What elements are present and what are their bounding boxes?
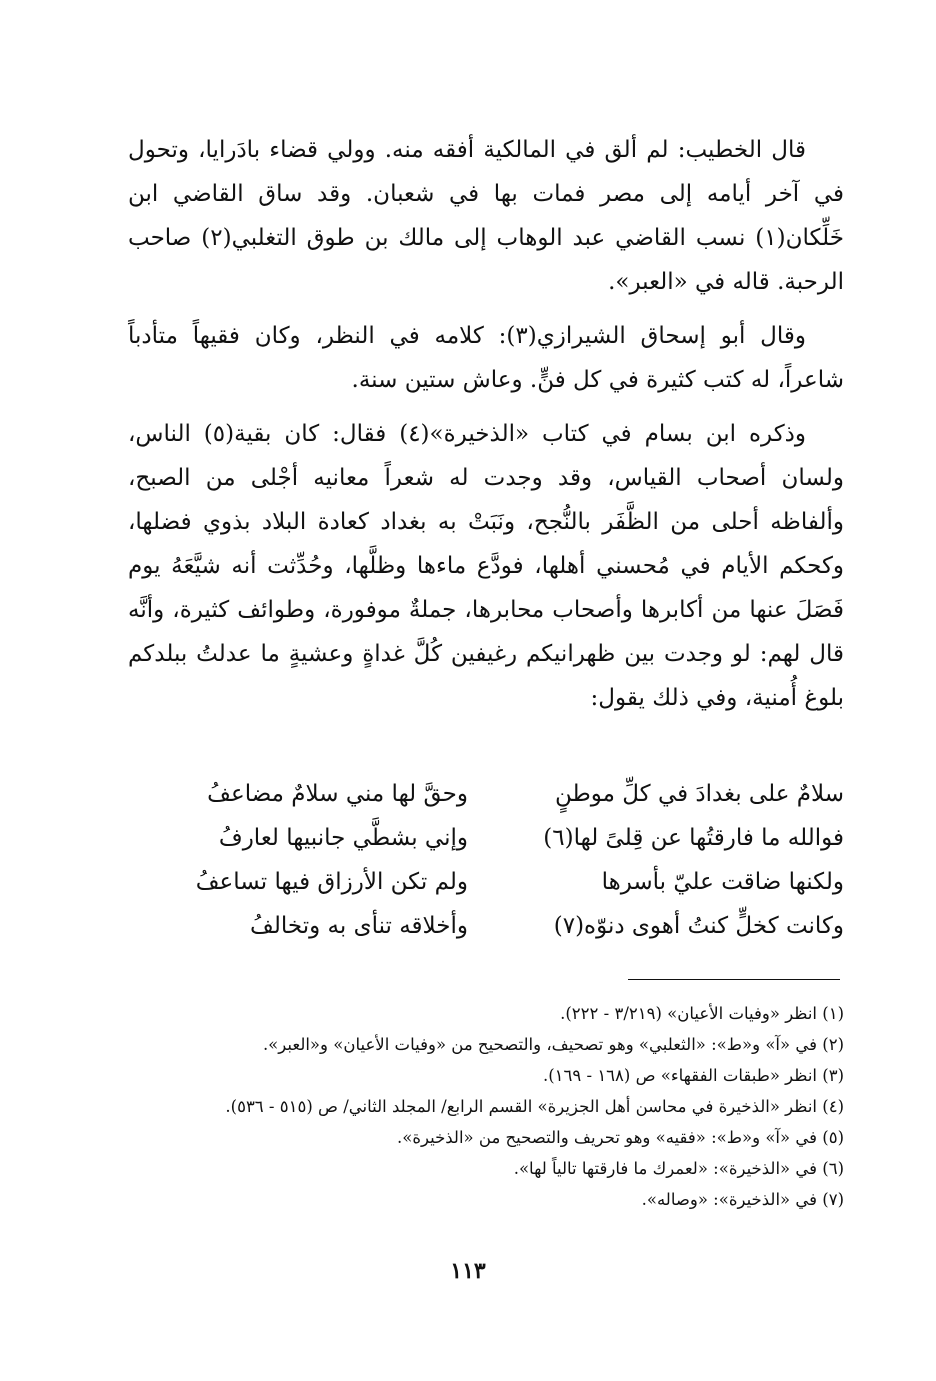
verse-first-hemistich: ولكنها ضاقت عليّ بأسرها <box>601 869 844 895</box>
verse-second-hemistich: ولم تكن الأرزاق فيها تساعفُ <box>195 869 468 895</box>
verse-first-hemistich: وكانت كخلٍّ كنتُ أهوى دنوّه(٧) <box>553 913 844 939</box>
verse-first-hemistich: فوالله ما فارقتُها عن قِلىً لها(٦) <box>543 825 844 851</box>
poem-verse <box>128 860 844 904</box>
footnote-4: (٤) انظر «الذخيرة في محاسن أهل الجزيرة» القسم الرابع/ المجلد الثاني/ ص (٥١٥ - ٥٣٦). <box>225 1097 844 1116</box>
poem-verse <box>128 816 844 860</box>
verse-first-hemistich: سلامٌ على بغدادَ في كلِّ موطنٍ <box>554 781 844 807</box>
paragraph-ibn-bassam: وذكره ابن بسام في كتاب «الذخيرة»(٤) فقال: كان بقية(٥) الناس، ولسان أصحاب القياس، وقد وجدت له شعراً معانيه أجْلى من الصبح، وألفاظه أحلى من الظَّفَر بالنُّجح، ونَبَتْ به بغداد كعادة البلاد بذوي فضلها، وكحكم الأيام في مُحسني أهلها، فودَّع ماءها وظلَّها، وحُدِّثت أنه شيَّعَهُ يوم فَصَلَ عنها من أكابرها وأصحاب محابرها، جملةٌ موفورة، وطوائف كثيرة، وأنَّه قال لهم: لو وجدت بين ظهرانيكم رغيفين كُلَّ غداةٍ وعشيةٍ ما عدلتُ ببلدكم بلوغ أُمنية، وفي ذلك يقول: <box>128 421 844 711</box>
paragraph-shirazi: وقال أبو إسحاق الشيرازي(٣): كلامه في النظر، وكان فقيهاً متأدباً شاعراً، له كتب كثيرة في كل فنٍّ. وعاش ستين سنة. <box>128 323 844 393</box>
footnote-separator <box>628 979 840 980</box>
footnote-5: (٥) في «آ» و«ط»: «فقيه» وهو تحريف والتصحيح من «الذخيرة». <box>397 1128 844 1147</box>
footnote-2: (٢) في «آ» و«ط»: «الثعلبي» وهو تصحيف، والتصحيح من «وفيات الأعيان» و«العبر». <box>262 1035 844 1054</box>
paragraph-khatib: قال الخطيب: لم ألق في المالكية أفقه منه. وولي قضاء بادَرايا، وتحول في آخر أيامه إلى مصر فمات بها في شعبان. وقد ساق القاضي ابن خَلِّكان(١) نسب القاضي عبد الوهاب إلى مالك بن طوق التغلبي(٢) صاحب الرحبة. قاله في «العبر». <box>128 137 845 295</box>
poem-verse <box>128 904 844 948</box>
footnote-3: (٣) انظر «طبقات الفقهاء» ص (١٦٨ - ١٦٩). <box>542 1066 844 1085</box>
footnote-1: (١) انظر «وفيات الأعيان» (٣/٢١٩ - ٢٢٢). <box>560 1004 844 1023</box>
footnote-7: (٧) في «الذخيرة»: «وصاله». <box>641 1190 844 1209</box>
main-text <box>128 128 844 730</box>
verse-second-hemistich: وأخلاقه تنأى به وتخالفُ <box>250 913 468 939</box>
verse-second-hemistich: وإني بشطَّي جانبيها لعارفُ <box>218 825 468 851</box>
page-number: ١١٣ <box>450 1258 486 1284</box>
poem-verse <box>128 772 844 816</box>
footnotes <box>120 998 844 1215</box>
footnote-6: (٦) في «الذخيرة»: «لعمرك ما فارقتها تالياً لها». <box>513 1159 844 1178</box>
poem <box>128 772 844 948</box>
verse-second-hemistich: وحقَّ لها مني سلامٌ مضاعفُ <box>207 781 468 807</box>
